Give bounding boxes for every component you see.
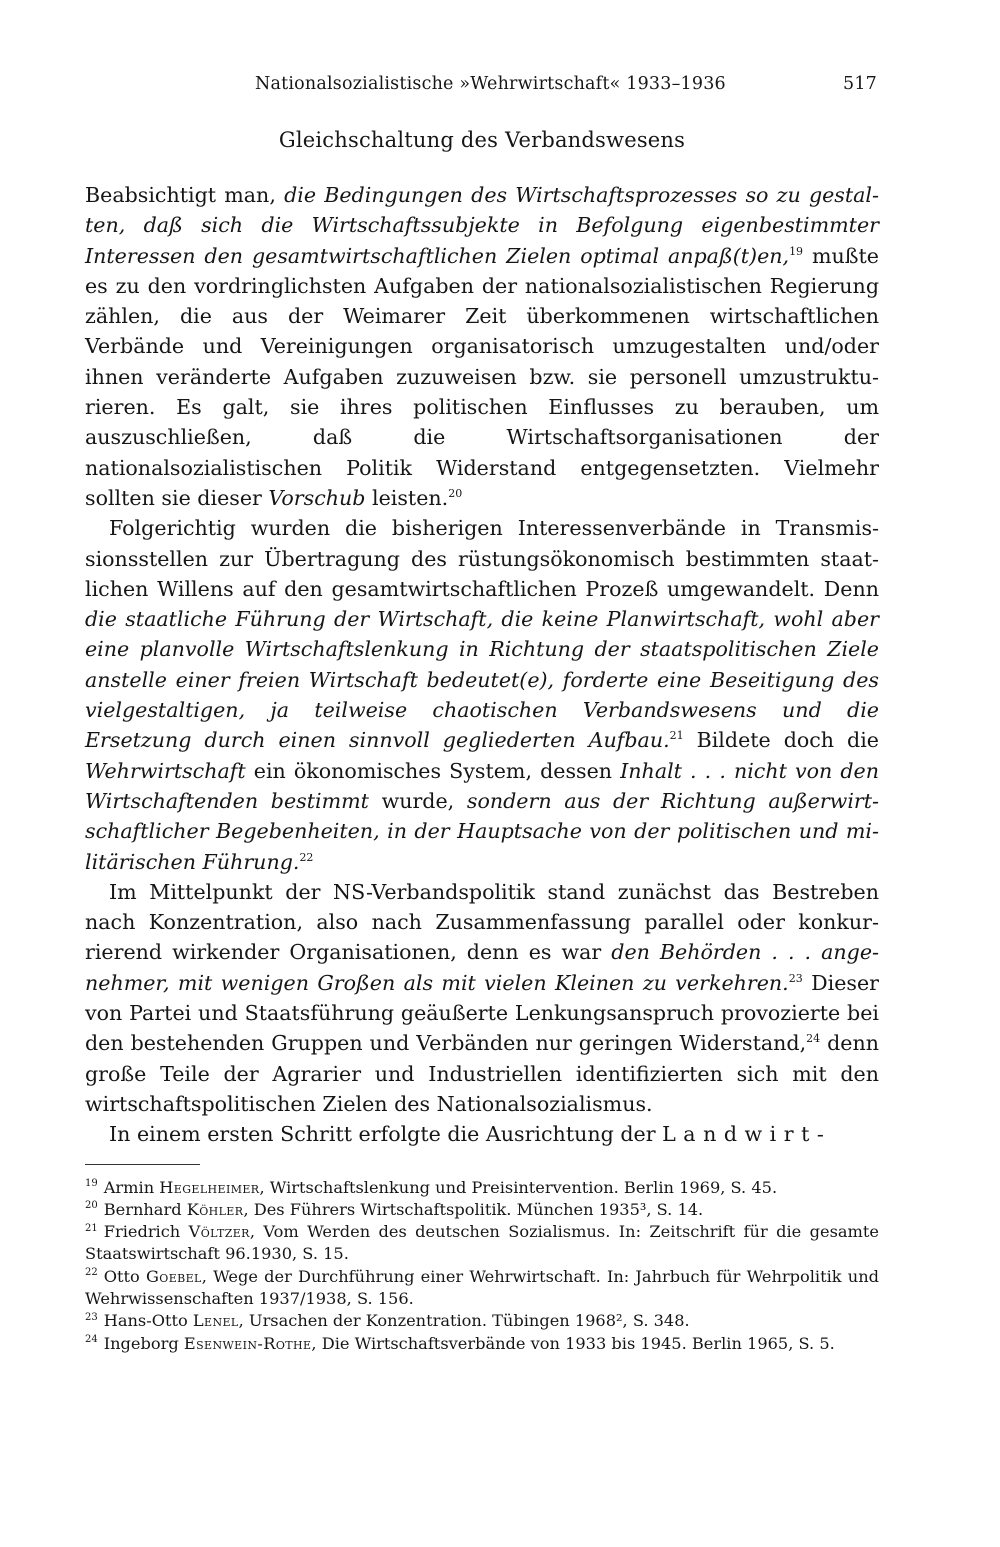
footnote-text: , Die Wirtschaftsverbände von 1933 bis 1945. Berlin 1965, S. 5.: [311, 1333, 835, 1353]
section-title: Gleichschaltung des Verbandswesens: [278, 128, 686, 152]
footnote-author-surname: Lenel: [192, 1311, 239, 1331]
footnote-author: Friedrich: [103, 1222, 189, 1242]
footnote-ref-23[interactable]: 23: [788, 971, 803, 985]
footnote-ref-22[interactable]: 22: [299, 850, 314, 864]
footnote-number: 21: [85, 1222, 98, 1234]
footnote-number: 20: [85, 1200, 98, 1212]
footnote-number: 22: [85, 1267, 98, 1279]
text-run: wurde,: [368, 788, 467, 813]
quote-italic: sondern aus der Richtung außerwirtschaftlicher Begebenheiten, in der Hauptsache von der politischen und militärischen Führung.: [85, 788, 879, 874]
quote-italic: Wehrwirtschaft: [85, 758, 246, 783]
footnote: [85, 1310, 879, 1332]
footnote-ref-20[interactable]: 20: [448, 487, 463, 501]
paragraph-3: [85, 877, 879, 1119]
footnote-ref-19[interactable]: 19: [789, 244, 804, 258]
footnote-author-surname: Hegelheimer: [159, 1177, 260, 1197]
text-run: Folgerichtig wurden die bisherigen Interessenverbände in Transmissionsstellen zur Übertragung des rüstungsökonomisch bestimmten staatlichen Willens auf den gesamtwirtschaftlichen Prozeß umgewandelt. Denn: [85, 516, 879, 601]
text-run: Dieser von Partei und Staatsführung geäußerte Lenkungsanspruch provozierte bei den bestehenden Gruppen und Verbänden nur geringen Widerstand,: [85, 970, 879, 1056]
footnote-number: 23: [85, 1311, 98, 1323]
footnote-ref-21[interactable]: 21: [669, 729, 684, 743]
spaced-word: Landwirt-: [662, 1122, 832, 1147]
footnote-author: Armin: [103, 1177, 160, 1197]
footnote-text: , Vom Werden des deutschen Sozialismus. In: Zeitschrift für die gesamte Staatswirtschaft 96.1930, S. 15.: [85, 1222, 879, 1264]
footnote-text: , Wege der Durchführung einer Wehrwirtschaft. In: Jahrbuch für Wehrpolitik und Wehrwissenschaften 1937/1938, S. 156.: [85, 1266, 879, 1308]
footnote: [85, 1266, 879, 1311]
footnote: [85, 1177, 879, 1199]
paragraph-1: [85, 180, 879, 513]
quote-italic: den Behörden . . . angenehmer, mit wenigen Großen als mit vielen Kleinen zu verkehren.: [85, 940, 880, 995]
footnote-ref-24[interactable]: 24: [806, 1032, 821, 1046]
footnote: [85, 1221, 879, 1266]
running-title: Nationalsozialistische »Wehrwirtschaft« 1933–1936: [255, 74, 726, 94]
quote-italic: Vorschub: [268, 485, 366, 510]
footnote-text: , Ursachen der Konzentration. Tübingen 1968², S. 348.: [238, 1311, 690, 1331]
footnote-author-surname: Goebel: [145, 1266, 202, 1286]
quote-italic: die staatliche Führung der Wirtschaft, die keine Planwirtschaft, wohl aber eine planvolle Wirtschaftslenkung in Richtung der staatspolitischen Ziele anstelle einer freien Wirtschaft bedeutet(e), forderte eine Beseitigung des vielgestaltigen, ja teilweise chaotischen Verbandswesens und die Ersetzung durch einen sinnvoll gegliederten Aufbau.: [85, 607, 879, 753]
text-run: leisten.: [365, 485, 449, 510]
footnote-number: 24: [85, 1334, 98, 1346]
book-page: [85, 70, 879, 1355]
paragraph-4: [85, 1119, 879, 1149]
text-run: Im Mittelpunkt der NS-Verbandspolitik stand zunächst das Bestreben nach Konzentration, also nach Zusammenfassung parallel oder konkurrierend wirkender Organisationen, denn es war: [85, 879, 879, 965]
footnote-text: , Wirtschaftslenkung und Preisintervention. Berlin 1969, S. 45.: [259, 1177, 778, 1197]
text-run: mußte es zu den vordringlichsten Aufgaben der nationalsozialistischen Regierung zählen, die aus der Weimarer Zeit überkommenen wirtschaftlichen Verbände und Vereinigungen organisatorisch umzugestalten und/oder ihnen veränderte Aufgaben zuzuweisen bzw. sie personell umzustrukturieren. Es galt, sie ihres politischen Einflusses zu berauben, um auszuschließen, daß die Wirtschaftsorganisationen der nationalsozialistischen Politik Widerstand entgegensetzten. Vielmehr sollten sie dieser: [85, 243, 879, 510]
footnote: [85, 1333, 879, 1355]
body-text: [85, 180, 879, 1150]
footnote-author: Bernhard: [103, 1199, 187, 1219]
text-run: Beabsichtigt man,: [85, 183, 285, 207]
page-number: 517: [842, 74, 877, 94]
text-run: In einem ersten Schritt erfolgte die Ausrichtung der: [109, 1122, 663, 1147]
footnote-author: Otto: [103, 1266, 146, 1286]
text-run: ein ökonomisches System, dessen: [245, 758, 621, 783]
footnote-author: Ingeborg: [103, 1333, 184, 1353]
quote-italic: die Bedingungen des Wirtschaftsprozesses so zu gestalten, daß sich die Wirtschaftssubjekte in Befolgung eigenbestimmter Interessen den gesamtwirtschaftlichen Zielen optimal anpaß(t)en,: [85, 183, 879, 268]
paragraph-2: [85, 513, 879, 877]
footnote-author: Hans-Otto: [103, 1311, 193, 1331]
text-run: Bildete doch die: [683, 728, 879, 753]
footnote-author-surname: Völtzer: [188, 1222, 250, 1242]
footnote-author-surname: Esenwein-Rothe: [183, 1333, 312, 1353]
running-head: [85, 70, 879, 104]
footnote: [85, 1199, 879, 1221]
footnote-divider: [85, 1164, 200, 1165]
quote-italic: Inhalt . . . nicht von den Wirtschaftenden bestimmt: [85, 758, 879, 813]
footnote-text: , Des Führers Wirtschaftspolitik. München 1935³, S. 14.: [243, 1199, 704, 1219]
footnote-number: 19: [85, 1178, 98, 1190]
footnotes: [85, 1164, 879, 1355]
text-run: denn große Teile der Agrarier und Industriellen identifizierten sich mit den wirtschaftspolitischen Zielen des Nationalsozialismus.: [85, 1031, 879, 1116]
footnote-author-surname: Köhler: [186, 1199, 244, 1219]
